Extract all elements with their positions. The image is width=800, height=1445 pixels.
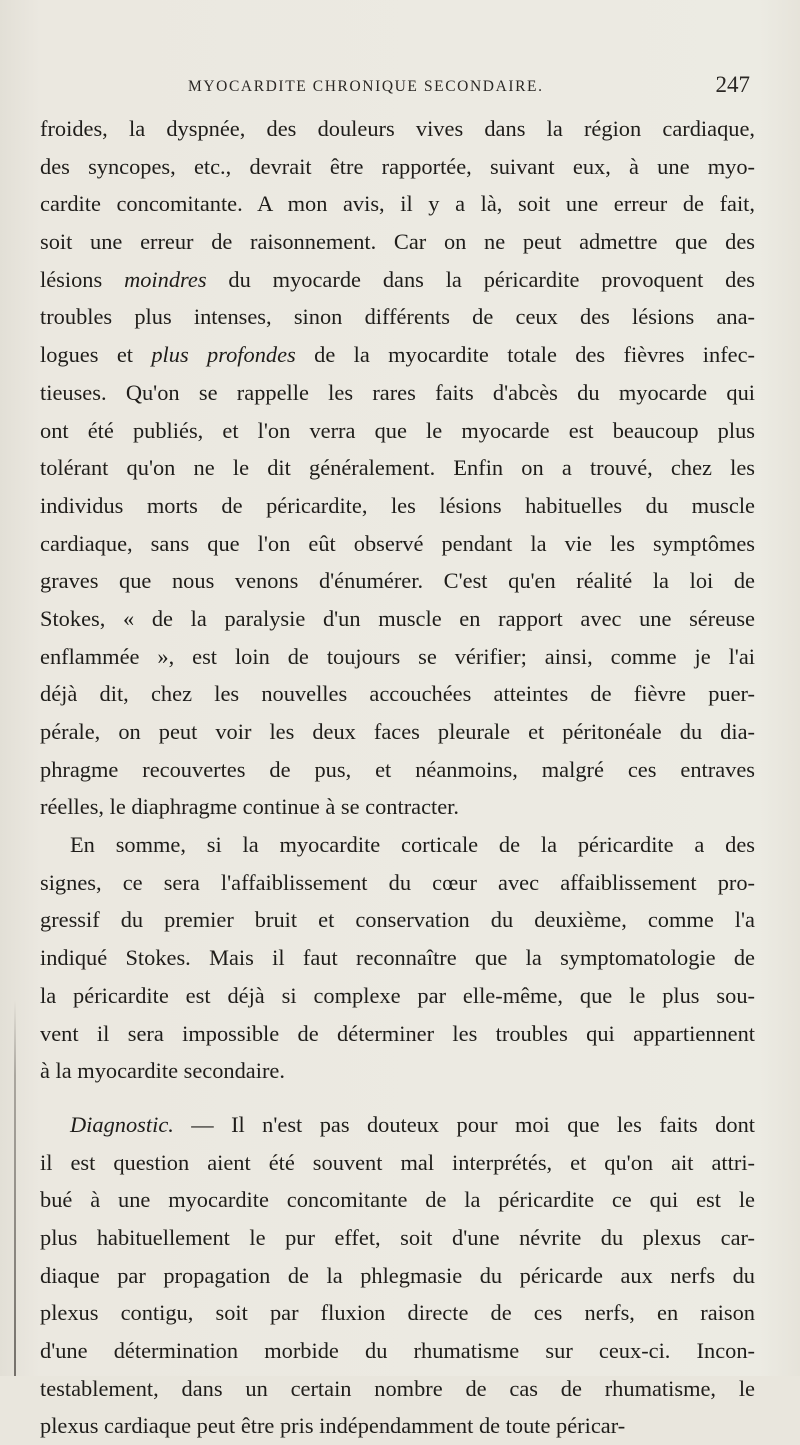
text-line: cardiaque, sans que l'on eût observé pendant la vie les symptômes <box>40 530 755 556</box>
section-gap <box>40 1090 755 1106</box>
text-line: ont été publiés, et l'on verra que le myocarde est beaucoup plus <box>40 417 755 443</box>
text-line: phragme recouvertes de pus, et néanmoins, malgré ces entraves <box>40 756 755 782</box>
text-line: troubles plus intenses, sinon différents de ceux des lésions ana- <box>40 304 755 330</box>
text-line: plus habituellement le pur effet, soit d'une névrite du plexus car- <box>40 1224 755 1250</box>
text-line: testablement, dans un certain nombre de cas de rhumatisme, le <box>40 1375 755 1401</box>
text-line: plexus cardiaque peut être pris indépendamment de toute péricar- <box>40 1413 626 1439</box>
text-line: bué à une myocardite concomitante de la péricardite ce qui est le <box>40 1187 755 1213</box>
body-text <box>40 110 755 1445</box>
text-line: Stokes, « de la paralysie d'un muscle en rapport avec une séreuse <box>40 605 755 631</box>
paragraph-myocarditis-discussion <box>40 110 755 826</box>
text-line: pérale, on peut voir les deux faces pleurale et péritonéale du dia- <box>40 719 755 744</box>
text-line: Diagnostic. — Il n'est pas douteux pour moi que les faits dont <box>70 1111 755 1137</box>
text-line: signes, ce sera l'affaiblissement du cœur avec affaiblissement pro- <box>40 869 755 895</box>
text-line: indiqué Stokes. Mais il faut reconnaître que la symptomatologie de <box>40 945 755 971</box>
text-line: gressif du premier bruit et conservation du deuxième, comme l'a <box>40 907 755 933</box>
text-line: plexus contigu, soit par fluxion directe de ces nerfs, en raison <box>40 1300 755 1326</box>
italic-term: moindres <box>124 266 207 292</box>
text-line: vent il sera impossible de déterminer les troubles qui appartiennent <box>40 1020 755 1046</box>
text-line: tieuses. Qu'on se rappelle les rares faits d'abcès du myocarde qui <box>40 379 755 405</box>
paragraph-summary <box>40 826 755 1090</box>
text-line: il est question aient été souvent mal interprétés, et qu'on ait attri- <box>40 1149 755 1175</box>
page-number: 247 <box>715 72 750 97</box>
paragraph-diagnostic <box>40 1106 755 1445</box>
text-line: diaque par propagation de la phlegmasie du péricarde aux nerfs du <box>40 1262 755 1288</box>
text-line: réelles, le diaphragme continue à se contracter. <box>40 794 460 820</box>
text-line: logues et plus profondes de la myocardite totale des fièvres infec- <box>40 342 755 368</box>
text-line: lésions moindres du myocarde dans la péricardite provoquent des <box>40 266 755 292</box>
text-line: d'une détermination morbide du rhumatisme sur ceux-ci. Incon- <box>40 1338 755 1363</box>
text-line: enflammée », est loin de toujours se vérifier; ainsi, comme je l'ai <box>40 643 755 669</box>
running-head: MYOCARDITE CHRONIQUE SECONDAIRE. <box>188 78 544 95</box>
text-line: froides, la dyspnée, des douleurs vives dans la région cardiaque, <box>40 116 755 141</box>
text-line: individus morts de péricardite, les lésions habituelles du muscle <box>40 492 755 518</box>
italic-term: Diagnostic. <box>70 1111 174 1137</box>
text-line: à la myocardite secondaire. <box>40 1058 285 1084</box>
text-line: tolérant qu'on ne le dit généralement. Enfin on a trouvé, chez les <box>40 455 755 481</box>
page-header <box>40 72 760 108</box>
text-line: soit une erreur de raisonnement. Car on ne peut admettre que des <box>40 229 755 255</box>
italic-term: plus profondes <box>151 342 296 368</box>
text-line: cardite concomitante. A mon avis, il y a là, soit une erreur de fait, <box>40 191 755 217</box>
text-line: En somme, si la myocardite corticale de la péricardite a des <box>70 832 755 858</box>
text-line: des syncopes, etc., devrait être rapportée, suivant eux, à une myo- <box>40 153 755 179</box>
page-gutter-shadow <box>14 1000 16 1376</box>
text-line: la péricardite est déjà si complexe par elle-même, que le plus sou- <box>40 982 755 1008</box>
text-line: déjà dit, chez les nouvelles accouchées atteintes de fièvre puer- <box>40 681 755 707</box>
text-line: graves que nous venons d'énumérer. C'est qu'en réalité la loi de <box>40 568 755 594</box>
